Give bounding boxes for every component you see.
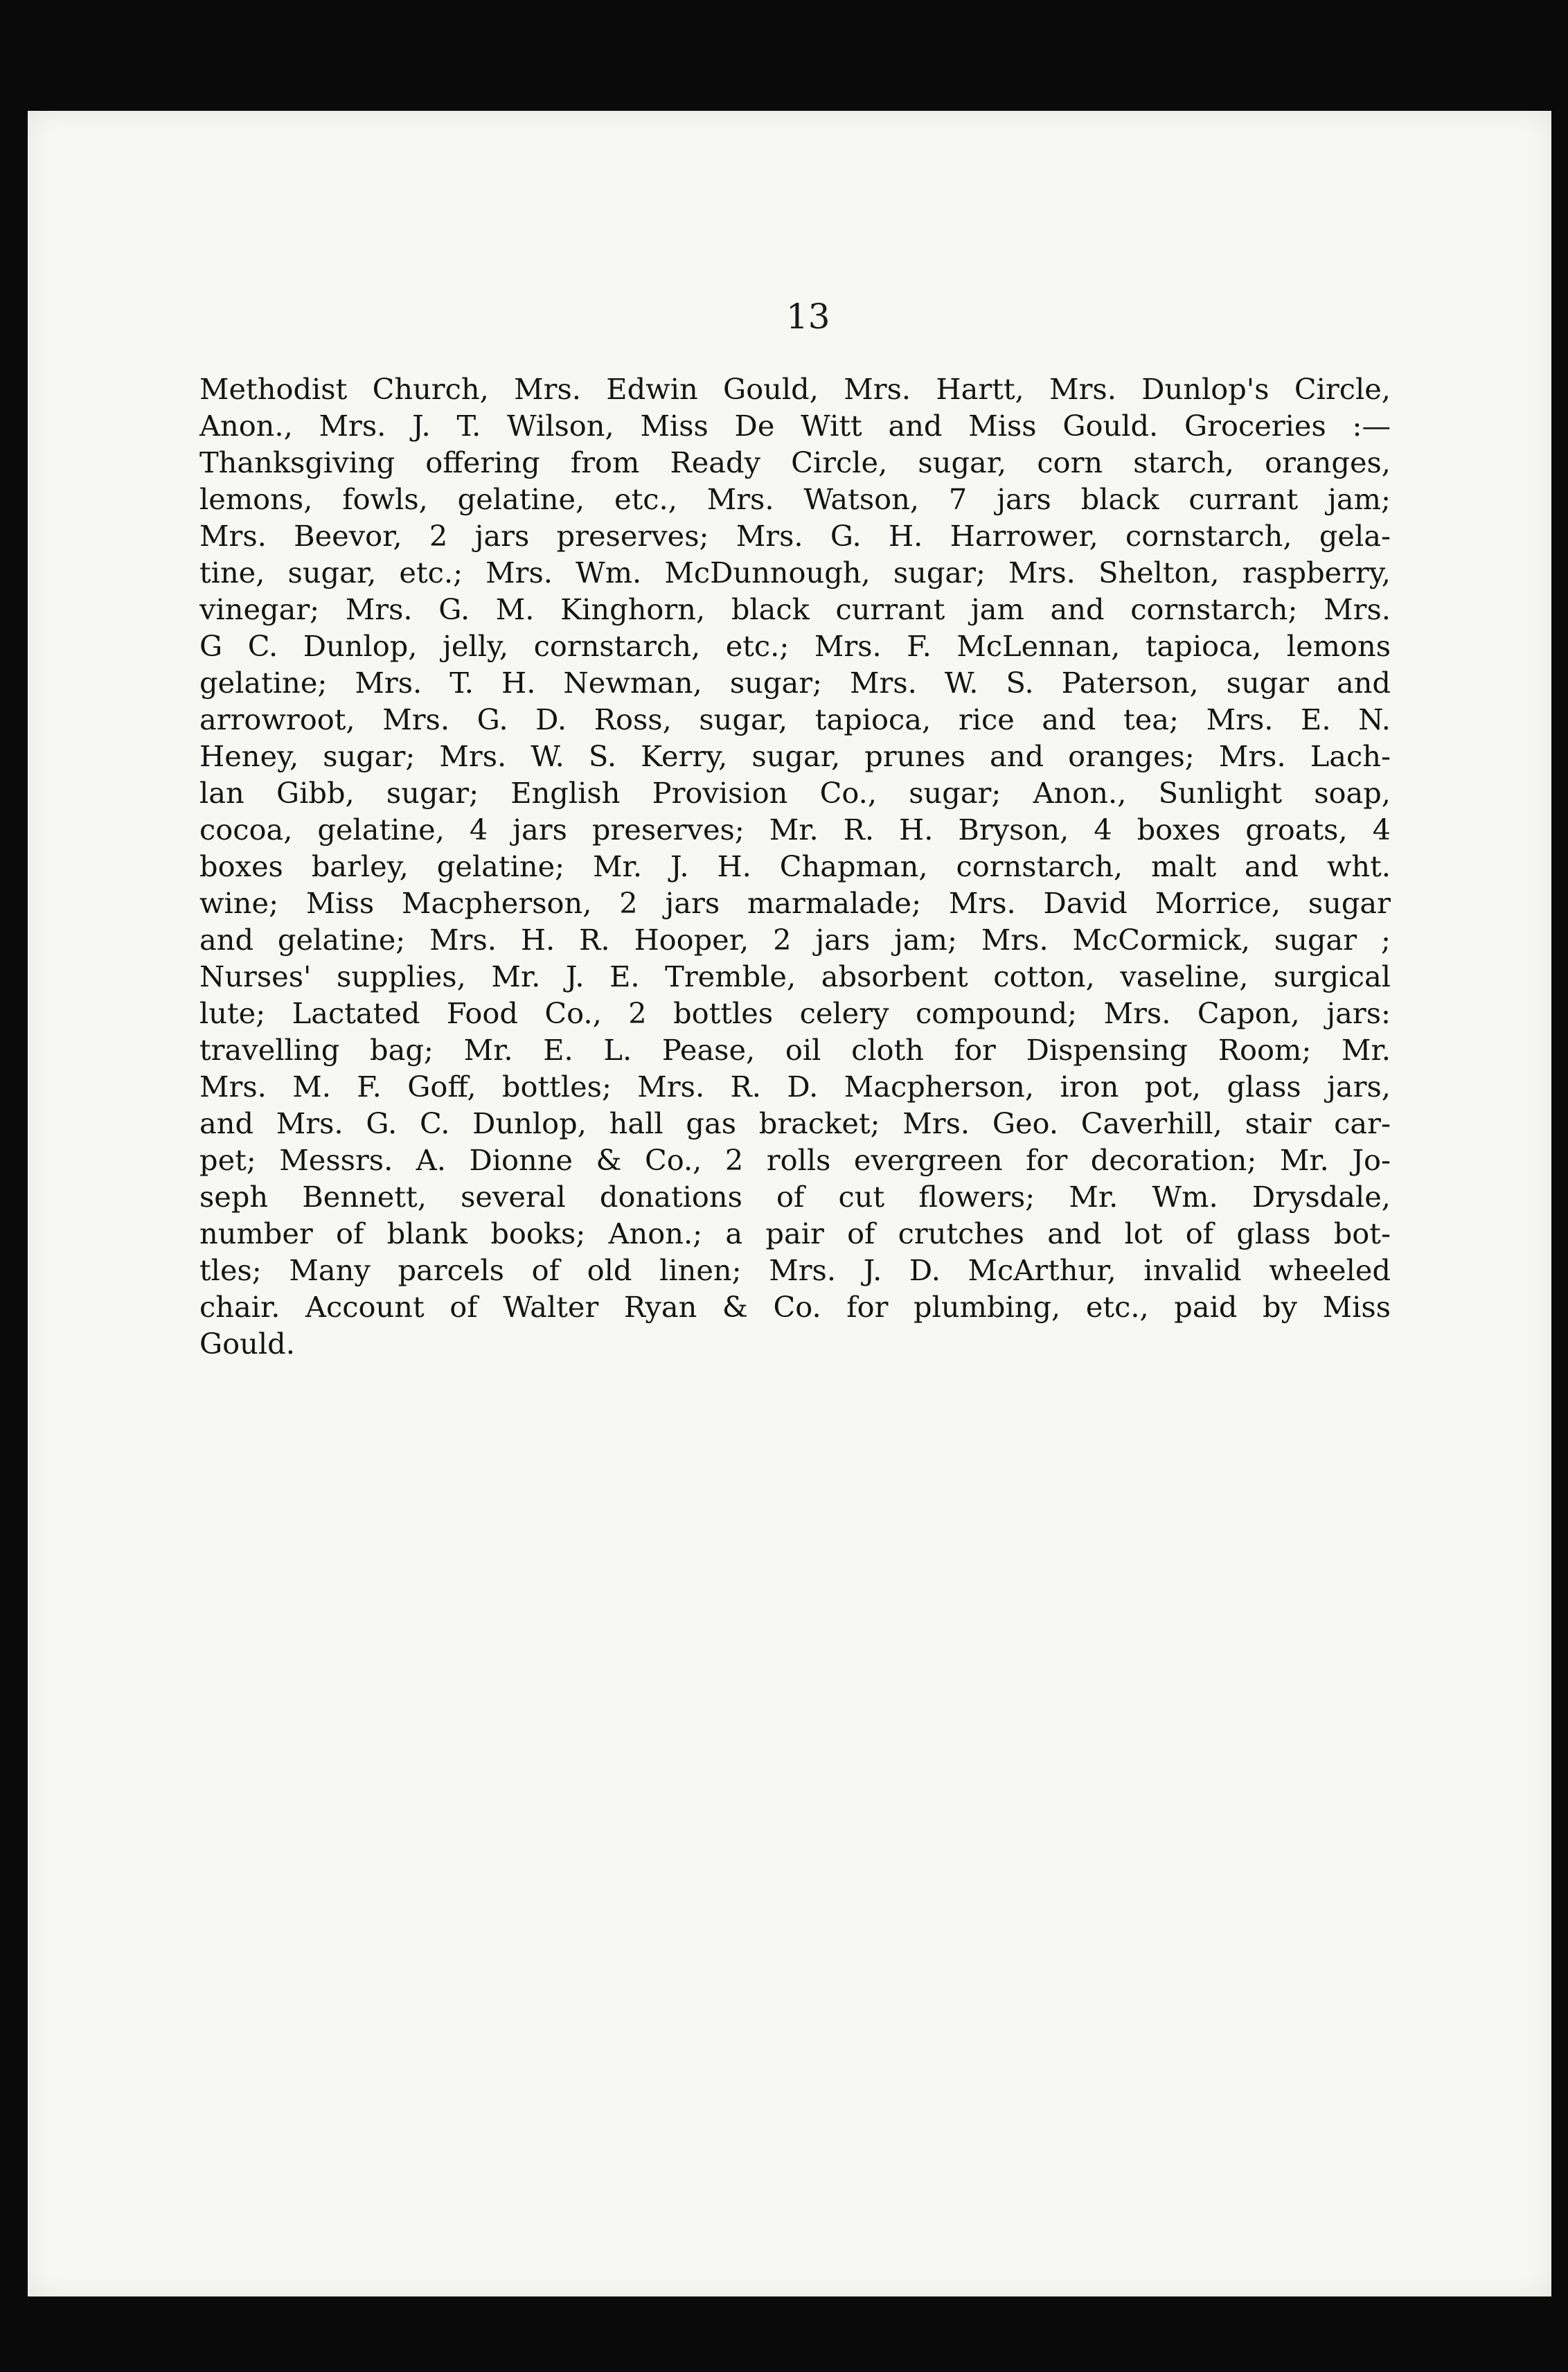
text-line: and gelatine; Mrs. H. R. Hooper, 2 jars jam; Mrs. McCormick, sugar ; <box>199 923 1391 957</box>
body-text <box>199 371 1391 1362</box>
text-line: vinegar; Mrs. G. M. Kinghorn, black currant jam and cornstarch; Mrs. <box>199 592 1391 626</box>
text-line: cocoa, gelatine, 4 jars preserves; Mr. R. H. Bryson, 4 boxes groats, 4 <box>199 813 1391 847</box>
text-line: boxes barley, gelatine; Mr. J. H. Chapman, cornstarch, malt and wht. <box>199 849 1391 883</box>
text-line: lemons, fowls, gelatine, etc., Mrs. Watson, 7 jars black currant jam; <box>199 482 1391 516</box>
text-line: Methodist Church, Mrs. Edwin Gould, Mrs. Hartt, Mrs. Dunlop's Circle, <box>199 372 1391 406</box>
text-line: travelling bag; Mr. E. L. Pease, oil cloth for Dispensing Room; Mr. <box>199 1033 1391 1067</box>
text-line: tine, sugar, etc.; Mrs. Wm. McDunnough, sugar; Mrs. Shelton, raspberry, <box>199 556 1391 590</box>
text-line: number of blank books; Anon.; a pair of crutches and lot of glass bot- <box>199 1216 1391 1250</box>
text-line: Heney, sugar; Mrs. W. S. Kerry, sugar, prunes and oranges; Mrs. Lach- <box>199 739 1391 773</box>
text-line: wine; Miss Macpherson, 2 jars marmalade; Mrs. David Morrice, sugar <box>199 886 1391 920</box>
text-line: pet; Messrs. A. Dionne & Co., 2 rolls evergreen for decoration; Mr. Jo- <box>199 1143 1391 1177</box>
text-line: Thanksgiving offering from Ready Circle, sugar, corn starch, oranges, <box>199 445 1391 479</box>
text-line: G C. Dunlop, jelly, cornstarch, etc.; Mrs. F. McLennan, tapioca, lemons <box>199 629 1391 663</box>
text-line: seph Bennett, several donations of cut flowers; Mr. Wm. Drysdale, <box>199 1180 1391 1214</box>
text-line: chair. Account of Walter Ryan & Co. for plumbing, etc., paid by Miss <box>199 1290 1391 1324</box>
text-line: Mrs. M. F. Goff, bottles; Mrs. R. D. Macpherson, iron pot, glass jars, <box>199 1070 1391 1104</box>
text-line: Anon., Mrs. J. T. Wilson, Miss De Witt and Miss Gould. Groceries :— <box>199 409 1391 443</box>
page-number: 13 <box>786 296 830 337</box>
text-line: and Mrs. G. C. Dunlop, hall gas bracket; Mrs. Geo. Caverhill, stair car- <box>199 1106 1391 1140</box>
text-line: lute; Lactated Food Co., 2 bottles celery compound; Mrs. Capon, jars: <box>199 996 1391 1030</box>
text-line: lan Gibb, sugar; English Provision Co., sugar; Anon., Sunlight soap, <box>199 776 1391 810</box>
text-line: gelatine; Mrs. T. H. Newman, sugar; Mrs. W. S. Paterson, sugar and <box>199 666 1391 700</box>
text-line: Nurses' supplies, Mr. J. E. Tremble, absorbent cotton, vaseline, surgical <box>199 959 1391 993</box>
text-line: Mrs. Beevor, 2 jars preserves; Mrs. G. H. Harrower, cornstarch, gela- <box>199 519 1391 553</box>
text-line: tles; Many parcels of old linen; Mrs. J. D. McArthur, invalid wheeled <box>199 1253 1391 1287</box>
text-line: arrowroot, Mrs. G. D. Ross, sugar, tapioca, rice and tea; Mrs. E. N. <box>199 702 1391 736</box>
text-line: Gould. <box>199 1327 295 1361</box>
